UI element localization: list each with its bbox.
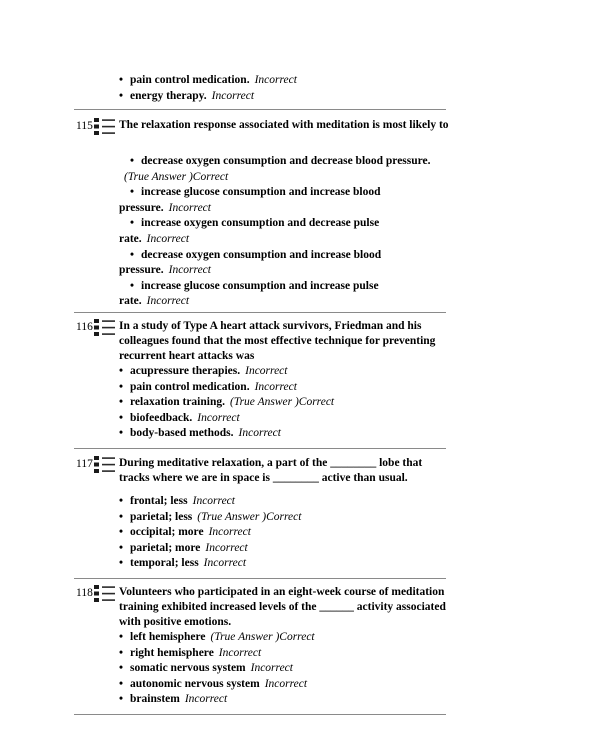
bullet-icon: • [119,396,124,409]
answer-verdict: Incorrect [211,89,255,102]
answer-verdict: (True Answer )Correct [210,631,315,643]
answer-verdict: Incorrect [192,495,235,507]
answer-verdict: Incorrect [208,526,251,539]
answer-option: • frontal; less Incorrect [119,494,449,510]
question-text: In a study of Type A heart attack survivors, Friedman and his colleagues found that the most effective technique for preventing recurrent heart attacks was [119,320,436,363]
question-number: 118 [76,587,93,599]
bullet-icon: • [130,279,135,292]
answer-option: • somatic nervous system Incorrect [119,661,449,677]
answer-verdict: Incorrect [245,365,288,377]
answer-options [119,494,449,572]
answer-verdict: Incorrect [203,557,247,570]
answer-verdict: (True Answer )Correct [197,510,302,523]
question-divider [74,714,446,715]
bullet-icon: • [119,510,124,523]
question-divider [74,578,446,579]
answer-options [119,154,449,310]
bullet-icon: • [119,631,124,643]
question-number: 116 [76,321,93,333]
bullet-icon: • [119,380,124,393]
question-divider [74,312,446,313]
question-number: 115 [76,120,93,132]
answer-option: • energy therapy. Incorrect [119,89,449,105]
previous-question-options [119,73,449,104]
bullet-icon: • [119,411,124,424]
bullet-icon: • [119,427,124,440]
bullet-icon: • [119,495,124,507]
answer-verdict: Incorrect [250,662,293,675]
answer-option: • relaxation training. (True Answer )Correct [119,395,449,411]
answer-verdict: Incorrect [146,295,190,308]
answer-verdict: Incorrect [197,411,240,424]
bullet-icon: • [130,248,135,261]
bullet-icon: • [119,557,124,570]
answer-verdict: Incorrect [184,693,228,706]
question-list-icon [94,319,116,337]
bullet-icon: • [119,693,124,706]
answer-option: • decrease oxygen consumption and increase blood pressure. Incorrect [119,248,382,277]
answer-verdict: Incorrect [218,646,262,659]
bullet-icon: • [119,89,124,102]
answer-options [119,364,449,442]
bullet-icon: • [119,646,124,659]
answer-option: • increase glucose consumption and increase pulse rate. Incorrect [119,279,379,308]
question-list-icon [94,456,116,474]
answer-option: • increase glucose consumption and increase blood pressure. Incorrect [119,186,381,214]
answer-option: • autonomic nervous system Incorrect [119,677,449,693]
answer-verdict: Incorrect [254,380,297,393]
question-divider [74,109,446,110]
answer-option: • biofeedback. Incorrect [119,411,449,427]
answer-verdict: Incorrect [168,264,211,277]
bullet-icon: • [119,541,124,554]
bullet-icon: • [119,677,124,690]
answer-option: • temporal; less Incorrect [119,556,449,572]
question-number: 117 [76,458,93,470]
answer-verdict: Incorrect [238,427,281,440]
answer-verdict: Incorrect [264,677,308,690]
answer-option: • left hemisphere (True Answer )Correct [119,630,449,646]
question-text: The relaxation response associated with meditation is most likely to [119,119,449,131]
answer-options [119,630,449,708]
bullet-icon: • [130,155,135,167]
bullet-icon: • [119,662,124,675]
question-list-icon [94,585,116,603]
question-divider [74,448,446,449]
question-text: During meditative relaxation, a part of the ________ lobe that tracks where we are in space is ________ active than usual. [119,457,423,485]
answer-verdict: Incorrect [168,201,211,214]
answer-option: • pain control medication. Incorrect [119,73,449,89]
answer-option: • body-based methods. Incorrect [119,426,449,442]
bullet-icon: • [119,365,124,377]
answer-option: • brainstem Incorrect [119,692,449,708]
answer-verdict: Incorrect [146,232,190,245]
bullet-icon: • [119,526,124,539]
answer-verdict: Incorrect [205,541,248,554]
answer-verdict: Incorrect [254,74,297,86]
answer-verdict: (True Answer )Correct [124,170,229,183]
answer-verdict: (True Answer )Correct [229,396,335,409]
question-list-icon [94,118,116,136]
answer-option: • right hemisphere Incorrect [119,646,449,662]
answer-option: • pain control medication. Incorrect [119,380,449,396]
answer-option: • acupressure therapies. Incorrect [119,364,449,380]
bullet-icon: • [130,186,135,199]
bullet-icon: • [119,74,124,86]
answer-option: • occipital; more Incorrect [119,525,449,541]
answer-option: • parietal; more Incorrect [119,541,449,557]
answer-option: • parietal; less (True Answer )Correct [119,510,449,526]
question-text: Volunteers who participated in an eight-week course of meditation training exhibited increased levels of the ______ activity associated with positive emotions. [119,586,446,629]
bullet-icon: • [130,217,135,230]
answer-option: • increase oxygen consumption and decrease pulse rate. Incorrect [119,217,380,245]
answer-option: • decrease oxygen consumption and decrease blood pressure.(True Answer )Correct [124,155,431,183]
